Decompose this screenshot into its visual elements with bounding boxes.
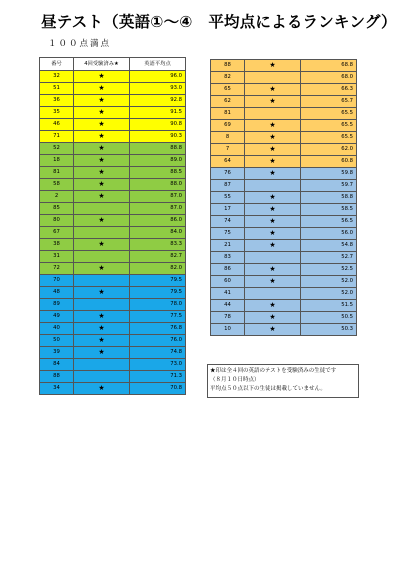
completed-star: ★ [245, 60, 301, 72]
table-row [40, 323, 186, 335]
average-score: 52.5 [301, 264, 357, 276]
average-score: 77.5 [130, 311, 186, 323]
average-score: 56.5 [301, 216, 357, 228]
average-score: 65.5 [301, 132, 357, 144]
completed-star: ★ [245, 312, 301, 324]
completed-star: ★ [245, 156, 301, 168]
completed-star: ★ [74, 131, 130, 143]
completed-star: ★ [245, 276, 301, 288]
table-row [211, 192, 357, 204]
table-row [40, 107, 186, 119]
student-number: 51 [40, 83, 74, 95]
student-number: 69 [211, 120, 245, 132]
student-number: 48 [40, 287, 74, 299]
table-row [40, 131, 186, 143]
student-number: 64 [211, 156, 245, 168]
student-number: 21 [211, 240, 245, 252]
ranking-table-right [210, 59, 357, 336]
completed-star: ★ [74, 143, 130, 155]
note-line: （８月１０日時点） [210, 377, 260, 383]
student-number: 49 [40, 311, 74, 323]
average-score: 58.8 [301, 192, 357, 204]
student-number: 39 [40, 347, 74, 359]
average-score: 68.0 [301, 72, 357, 84]
completed-star: ★ [74, 383, 130, 395]
table-row [40, 227, 186, 239]
completed-star: ★ [245, 168, 301, 180]
average-score: 76.8 [130, 323, 186, 335]
note-line: ★印は全４回の英語のテストを受験済みの生徒です [210, 368, 337, 374]
average-score: 88.8 [130, 143, 186, 155]
average-score: 71.3 [130, 371, 186, 383]
table-row [40, 251, 186, 263]
average-score: 50.5 [301, 312, 357, 324]
student-number: 84 [40, 359, 74, 371]
student-number: 58 [40, 179, 74, 191]
completed-star: ★ [74, 83, 130, 95]
average-score: 60.8 [301, 156, 357, 168]
table-row [211, 312, 357, 324]
average-score: 76.0 [130, 335, 186, 347]
average-score: 90.8 [130, 119, 186, 131]
completed-star: ★ [74, 179, 130, 191]
table-row [211, 180, 357, 192]
average-score: 52.7 [301, 252, 357, 264]
average-score: 52.0 [301, 288, 357, 300]
completed-star: ★ [74, 71, 130, 83]
table-row [211, 216, 357, 228]
completed-star [74, 359, 130, 371]
table-header-row [40, 58, 186, 71]
table-row [40, 143, 186, 155]
student-number: 36 [40, 95, 74, 107]
student-number: 67 [40, 227, 74, 239]
average-score: 92.8 [130, 95, 186, 107]
table-row [211, 240, 357, 252]
student-number: 88 [40, 371, 74, 383]
table-row [211, 324, 357, 336]
student-number: 50 [40, 335, 74, 347]
completed-star: ★ [74, 287, 130, 299]
student-number: 41 [211, 288, 245, 300]
completed-star [74, 203, 130, 215]
student-number: 2 [40, 191, 74, 203]
average-score: 87.0 [130, 191, 186, 203]
average-score: 93.0 [130, 83, 186, 95]
average-score: 84.0 [130, 227, 186, 239]
completed-star [74, 371, 130, 383]
average-score: 51.5 [301, 300, 357, 312]
average-score: 88.5 [130, 167, 186, 179]
table-row [40, 239, 186, 251]
average-score: 65.5 [301, 120, 357, 132]
completed-star: ★ [74, 347, 130, 359]
completed-star: ★ [74, 167, 130, 179]
table-row [211, 96, 357, 108]
table-row [40, 311, 186, 323]
average-score: 82.7 [130, 251, 186, 263]
completed-star: ★ [74, 239, 130, 251]
student-number: 87 [211, 180, 245, 192]
average-score: 58.5 [301, 204, 357, 216]
average-score: 87.0 [130, 203, 186, 215]
table-row [40, 335, 186, 347]
table-row [40, 167, 186, 179]
completed-star: ★ [74, 311, 130, 323]
table-row [211, 108, 357, 120]
average-score: 73.0 [130, 359, 186, 371]
student-number: 32 [40, 71, 74, 83]
student-number: 82 [211, 72, 245, 84]
completed-star: ★ [74, 215, 130, 227]
average-score: 56.0 [301, 228, 357, 240]
table-row [211, 288, 357, 300]
completed-star [74, 227, 130, 239]
table-row [211, 120, 357, 132]
student-number: 70 [40, 275, 74, 287]
completed-star: ★ [245, 228, 301, 240]
table-row [40, 71, 186, 83]
average-score: 83.3 [130, 239, 186, 251]
completed-star: ★ [245, 264, 301, 276]
table-row [211, 132, 357, 144]
table-row [40, 287, 186, 299]
average-score: 79.5 [130, 287, 186, 299]
table-row [40, 191, 186, 203]
average-score: 59.8 [301, 168, 357, 180]
table-row [211, 60, 357, 72]
student-number: 44 [211, 300, 245, 312]
student-number: 46 [40, 119, 74, 131]
header-number: 番号 [40, 58, 74, 71]
student-number: 81 [40, 167, 74, 179]
completed-star [74, 251, 130, 263]
student-number: 62 [211, 96, 245, 108]
student-number: 71 [40, 131, 74, 143]
completed-star: ★ [245, 132, 301, 144]
completed-star: ★ [245, 204, 301, 216]
student-number: 76 [211, 168, 245, 180]
student-number: 31 [40, 251, 74, 263]
student-number: 78 [211, 312, 245, 324]
table-row [211, 156, 357, 168]
student-number: 34 [40, 383, 74, 395]
completed-star: ★ [74, 335, 130, 347]
student-number: 74 [211, 216, 245, 228]
completed-star: ★ [245, 144, 301, 156]
average-score: 54.8 [301, 240, 357, 252]
average-score: 79.5 [130, 275, 186, 287]
table-row [211, 84, 357, 96]
table-row [211, 300, 357, 312]
student-number: 52 [40, 143, 74, 155]
average-score: 74.8 [130, 347, 186, 359]
table-row [40, 203, 186, 215]
completed-star: ★ [245, 240, 301, 252]
table-row [40, 383, 186, 395]
completed-star [245, 288, 301, 300]
student-number: 17 [211, 204, 245, 216]
completed-star: ★ [74, 95, 130, 107]
student-number: 10 [211, 324, 245, 336]
completed-star: ★ [245, 324, 301, 336]
header-completed: 4回受験済み★ [74, 58, 130, 71]
table-row [211, 264, 357, 276]
table-row [211, 276, 357, 288]
student-number: 75 [211, 228, 245, 240]
average-score: 82.0 [130, 263, 186, 275]
table-row [211, 72, 357, 84]
table-row [211, 168, 357, 180]
table-row [211, 228, 357, 240]
table-row [40, 215, 186, 227]
completed-star: ★ [74, 119, 130, 131]
completed-star [245, 72, 301, 84]
student-number: 72 [40, 263, 74, 275]
completed-star [74, 275, 130, 287]
completed-star: ★ [74, 263, 130, 275]
student-number: 18 [40, 155, 74, 167]
average-score: 70.8 [130, 383, 186, 395]
note-text [210, 367, 336, 394]
average-score: 96.0 [130, 71, 186, 83]
table-row [40, 179, 186, 191]
student-number: 86 [211, 264, 245, 276]
table-row [40, 95, 186, 107]
average-score: 65.7 [301, 96, 357, 108]
student-number: 89 [40, 299, 74, 311]
student-number: 88 [211, 60, 245, 72]
table-row [40, 347, 186, 359]
student-number: 83 [211, 252, 245, 264]
page-title: 昼テスト（英語①〜④ 平均点によるランキング） [41, 13, 397, 31]
table-row [40, 119, 186, 131]
student-number: 60 [211, 276, 245, 288]
completed-star: ★ [74, 191, 130, 203]
completed-star [245, 252, 301, 264]
completed-star: ★ [245, 216, 301, 228]
completed-star: ★ [74, 323, 130, 335]
table-row [211, 252, 357, 264]
average-score: 86.0 [130, 215, 186, 227]
average-score: 59.7 [301, 180, 357, 192]
completed-star [245, 180, 301, 192]
average-score: 62.0 [301, 144, 357, 156]
ranking-table-left [39, 57, 186, 395]
table-row [40, 299, 186, 311]
average-score: 68.8 [301, 60, 357, 72]
table-row [40, 83, 186, 95]
average-score: 88.0 [130, 179, 186, 191]
student-number: 65 [211, 84, 245, 96]
average-score: 89.0 [130, 155, 186, 167]
student-number: 85 [40, 203, 74, 215]
table-row [211, 144, 357, 156]
student-number: 81 [211, 108, 245, 120]
table-row [40, 155, 186, 167]
completed-star [74, 299, 130, 311]
average-score: 78.0 [130, 299, 186, 311]
full-score-caption: １００点満点 [48, 39, 112, 49]
average-score: 91.5 [130, 107, 186, 119]
average-score: 52.0 [301, 276, 357, 288]
completed-star: ★ [245, 96, 301, 108]
student-number: 7 [211, 144, 245, 156]
completed-star: ★ [245, 84, 301, 96]
note-line: 平均点５０点以下の生徒は掲載していません。 [210, 386, 326, 392]
header-average: 英語平均点 [130, 58, 186, 71]
average-score: 50.3 [301, 324, 357, 336]
student-number: 38 [40, 239, 74, 251]
student-number: 8 [211, 132, 245, 144]
student-number: 80 [40, 215, 74, 227]
student-number: 55 [211, 192, 245, 204]
table-row [40, 275, 186, 287]
table-row [40, 263, 186, 275]
average-score: 65.5 [301, 108, 357, 120]
average-score: 66.3 [301, 84, 357, 96]
completed-star: ★ [245, 120, 301, 132]
average-score: 90.3 [130, 131, 186, 143]
completed-star: ★ [74, 107, 130, 119]
completed-star: ★ [74, 155, 130, 167]
completed-star: ★ [245, 300, 301, 312]
completed-star: ★ [245, 192, 301, 204]
table-row [211, 204, 357, 216]
completed-star [245, 108, 301, 120]
student-number: 35 [40, 107, 74, 119]
student-number: 40 [40, 323, 74, 335]
table-row [40, 371, 186, 383]
table-row [40, 359, 186, 371]
